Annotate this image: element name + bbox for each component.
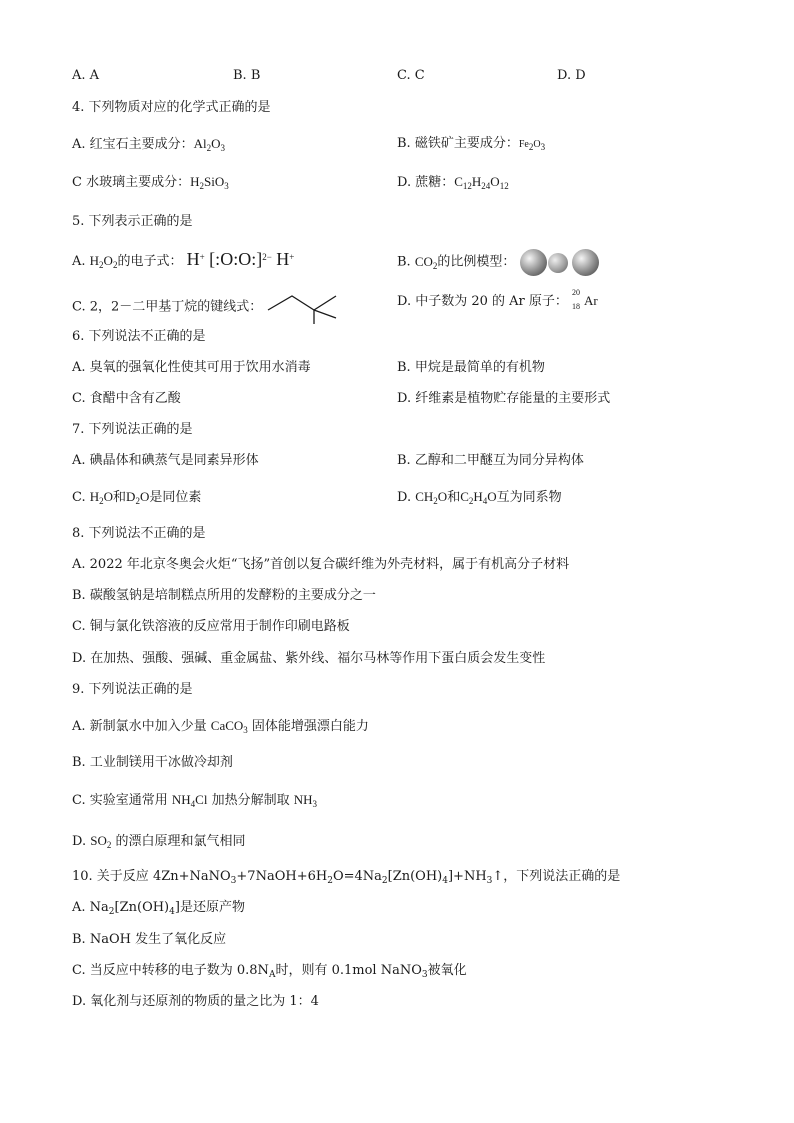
q7-option-c: C. $H_2O$和$D_2O$是同位素 (72, 489, 202, 506)
q6-option-c: C. 食醋中含有乙酸 (72, 391, 181, 406)
q5-option-a: A. $H_2O_2$的电子式： H+ [:O:O:]$^{2-}$ H+ (72, 249, 295, 270)
q4-stem: 4. 下列物质对应的化学式正确的是 (72, 100, 271, 115)
q6-option-d: D. 纤维素是植物贮存能量的主要形式 (397, 391, 611, 406)
q3-option-d: D. D (557, 68, 586, 83)
q5-option-b: B. $CO_2$的比例模型： (397, 248, 600, 276)
q5-option-d: D. 中子数为 20 的 Ar 原子： 20 18 Ar (397, 288, 598, 311)
q10-option-d: D. 氧化剂与还原剂的物质的量之比为 1：4 (72, 994, 319, 1009)
q7-option-b: B. 乙醇和二甲醚互为同分异构体 (397, 453, 584, 468)
q9-option-d: D. $SO_2$ 的漂白原理和氯气相同 (72, 833, 246, 850)
q8-option-a: A. 2022 年北京冬奥会火炬“飞扬”首创以复合碳纤维为外壳材料，属于有机高分子材料 (72, 557, 570, 572)
q6-option-b: B. 甲烷是最简单的有机物 (397, 360, 545, 375)
q7-option-d: D. $CH_2O$和$C_2H_4O$互为同系物 (397, 489, 562, 506)
skeletal-formula-2-2-dimethylbutane (266, 290, 342, 324)
q5-stem: 5. 下列表示正确的是 (72, 214, 193, 229)
q7-option-a: A. 碘晶体和碘蒸气是同素异形体 (72, 453, 259, 468)
q7-stem: 7. 下列说法正确的是 (72, 422, 193, 437)
q9-option-a: A. 新制氯水中加入少量 CaCO$_3$ 固体能增强漂白能力 (72, 718, 369, 735)
q4-option-b: B. 磁铁矿主要成分：Fe2O3 (397, 136, 546, 152)
q3-option-a: A. A (72, 68, 100, 83)
q10-stem: 10. 关于反应 $4Zn+NaNO_3+7NaOH+6H_2O=4Na_2[Zn(OH)_4]+NH_3↑$，下列说法正确的是 (72, 869, 621, 886)
q6-option-a: A. 臭氧的强氧化性使其可用于饮用水消毒 (72, 360, 311, 375)
q8-option-c: C. 铜与氯化铁溶液的反应常用于制作印刷电路板 (72, 619, 350, 634)
q10-option-a: A. $Na_2[Zn(OH)_4]$是还原产物 (72, 900, 245, 917)
q8-option-d: D. 在加热、强酸、强碱、重金属盐、紫外线、福尔马林等作用下蛋白质会发生变性 (72, 651, 546, 666)
q4-option-a: A. 红宝石主要成分：$Al_2O_3$ (72, 136, 226, 153)
q3-option-c: C. C (397, 68, 425, 83)
q9-option-c: C. 实验室通常用 $NH_4Cl$ 加热分解制取 $NH_3$ (72, 792, 318, 809)
q3-option-b: B. B (233, 68, 261, 83)
q4-option-d: D. 蔗糖：$C_{12}H_{24}O_{12}$ (397, 174, 509, 191)
electron-dot-formula: H+ [:O:O:]$^{2-}$ H+ (186, 249, 295, 269)
q9-option-b: B. 工业制镁用干冰做冷却剂 (72, 755, 233, 770)
co2-space-filling-model (520, 248, 600, 276)
q4-option-c: C 水玻璃主要成分：$H_2SiO_3$ (72, 174, 229, 191)
q5-option-c: C. 2，2－二甲基丁烷的键线式： (72, 290, 342, 324)
q6-stem: 6. 下列说法不正确的是 (72, 329, 206, 344)
q8-option-b: B. 碳酸氢钠是培制糕点所用的发酵粉的主要成分之一 (72, 588, 376, 603)
q10-option-c: C. 当反应中转移的电子数为 $0.8N_A$时，则有 0.1mol NaNO$_3$被氧化 (72, 963, 467, 980)
q8-stem: 8. 下列说法不正确的是 (72, 526, 206, 541)
q9-stem: 9. 下列说法正确的是 (72, 682, 193, 697)
q10-option-b: B. NaOH 发生了氧化反应 (72, 932, 227, 947)
